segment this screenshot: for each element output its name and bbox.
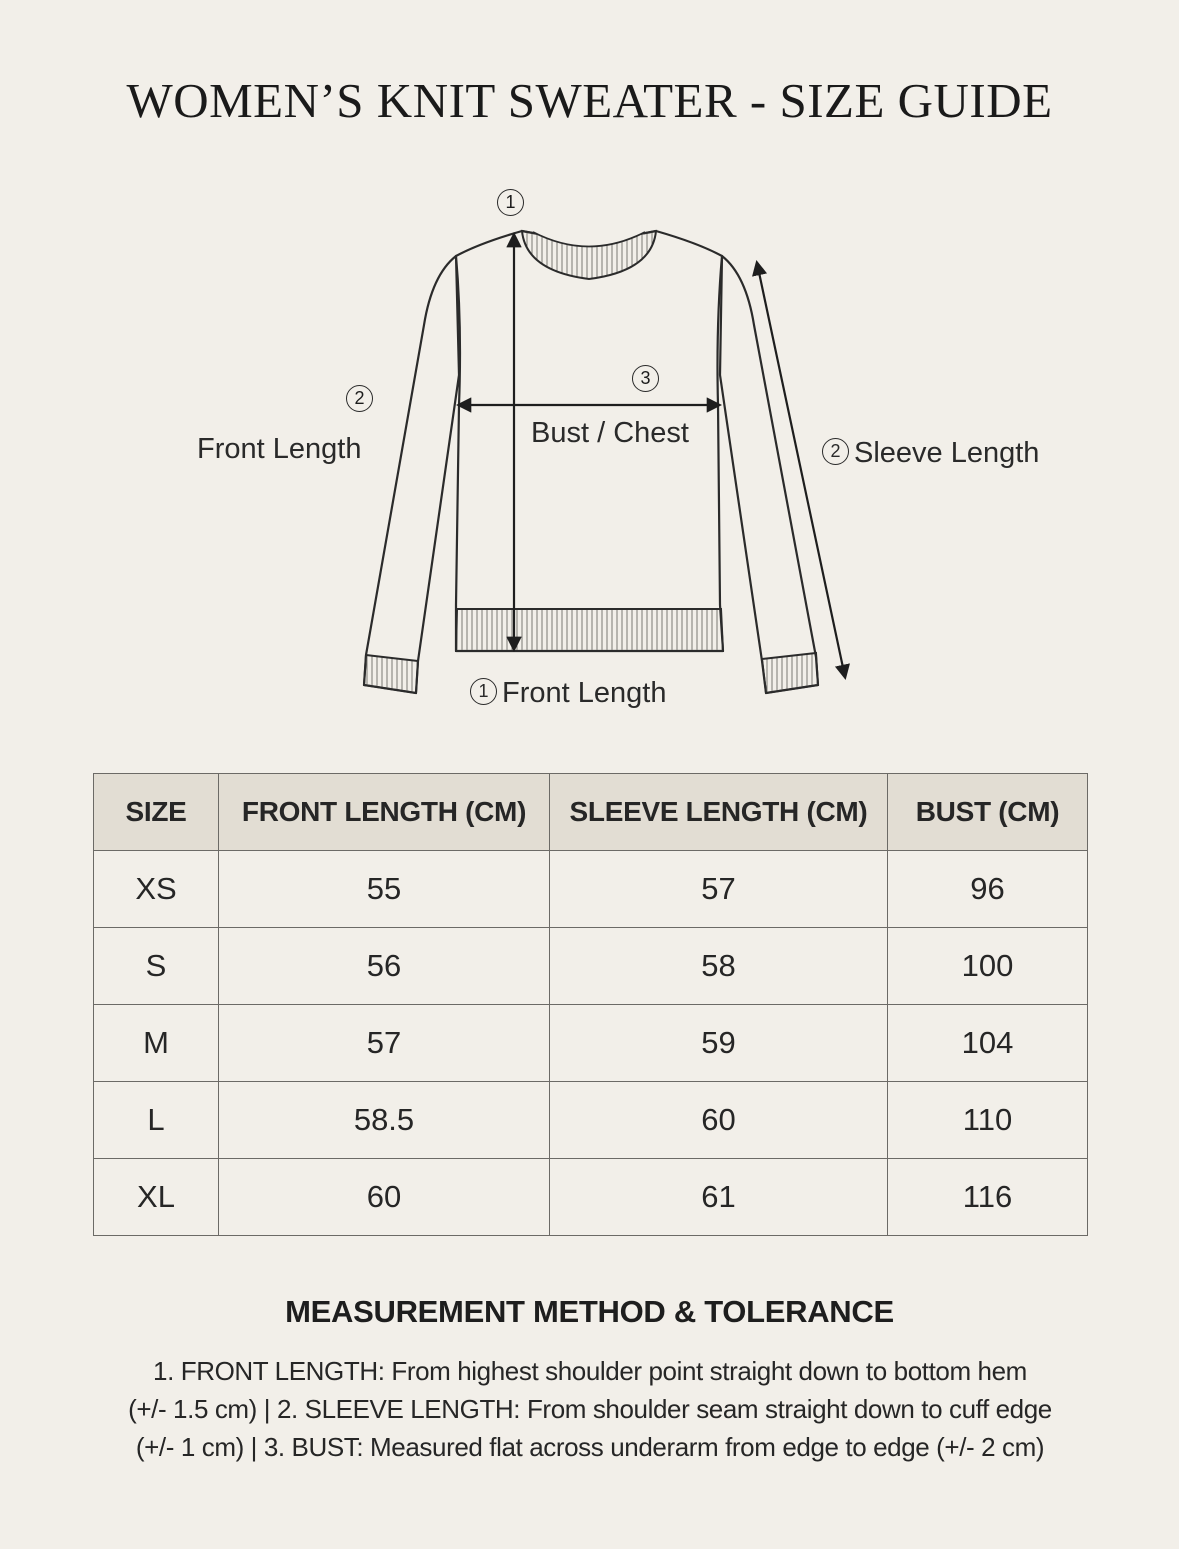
size-table xyxy=(93,773,1088,1236)
sleeve-length-label: Sleeve Length xyxy=(854,437,1040,469)
table-header-row xyxy=(94,774,1088,851)
cell-bust: 104 xyxy=(888,1005,1088,1082)
cell-bust: 110 xyxy=(888,1082,1088,1159)
marker-bust: 3 xyxy=(632,365,659,392)
cell-bust: 116 xyxy=(888,1159,1088,1236)
cell-bust: 100 xyxy=(888,928,1088,1005)
cell-front-length: 55 xyxy=(219,851,550,928)
cell-bust: 96 xyxy=(888,851,1088,928)
header-size: SIZE xyxy=(94,774,219,851)
table-row xyxy=(94,928,1088,1005)
table-row xyxy=(94,1005,1088,1082)
cell-front-length: 60 xyxy=(219,1159,550,1236)
method-line: (+/- 1.5 cm) | 2. SLEEVE LENGTH: From shoulder seam straight down to cuff edge xyxy=(128,1394,1052,1424)
cell-sleeve-length: 57 xyxy=(550,851,888,928)
front-length-left-label: Front Length xyxy=(197,433,362,465)
marker-sleeve-length: 2 xyxy=(822,438,849,465)
cell-size: M xyxy=(94,1005,219,1082)
marker-front-length-left: 2 xyxy=(346,385,373,412)
sweater-diagram xyxy=(0,175,1179,735)
method-text xyxy=(90,1352,1090,1466)
front-length-bottom-label-group xyxy=(470,677,666,710)
header-front-length: FRONT LENGTH (CM) xyxy=(219,774,550,851)
cell-sleeve-length: 61 xyxy=(550,1159,888,1236)
cell-size: XS xyxy=(94,851,219,928)
method-title: MEASUREMENT METHOD & TOLERANCE xyxy=(285,1294,894,1329)
marker-front-length-bottom: 1 xyxy=(470,678,497,705)
table-row xyxy=(94,851,1088,928)
page-title: WOMEN’S KNIT SWEATER - SIZE GUIDE xyxy=(126,73,1053,128)
cell-size: L xyxy=(94,1082,219,1159)
front-length-bottom-label: Front Length xyxy=(502,677,667,709)
table-row xyxy=(94,1159,1088,1236)
cell-front-length: 57 xyxy=(219,1005,550,1082)
method-line: (+/- 1 cm) | 3. BUST: Measured flat across underarm from edge to edge (+/- 2 cm) xyxy=(135,1432,1045,1462)
cell-size: XL xyxy=(94,1159,219,1236)
left-sleeve xyxy=(364,256,468,693)
cell-front-length: 56 xyxy=(219,928,550,1005)
cell-sleeve-length: 59 xyxy=(550,1005,888,1082)
cell-front-length: 58.5 xyxy=(219,1082,550,1159)
table-row xyxy=(94,1082,1088,1159)
header-sleeve-length: SLEEVE LENGTH (CM) xyxy=(550,774,888,851)
cell-sleeve-length: 60 xyxy=(550,1082,888,1159)
header-bust: BUST (CM) xyxy=(888,774,1088,851)
bust-label: Bust / Chest xyxy=(531,417,689,449)
sleeve-length-label-group xyxy=(822,437,1039,470)
cell-size: S xyxy=(94,928,219,1005)
cell-sleeve-length: 58 xyxy=(550,928,888,1005)
marker-front-length-top: 1 xyxy=(497,189,524,216)
method-line: 1. FRONT LENGTH: From highest shoulder point straight down to bottom hem xyxy=(153,1356,1027,1386)
